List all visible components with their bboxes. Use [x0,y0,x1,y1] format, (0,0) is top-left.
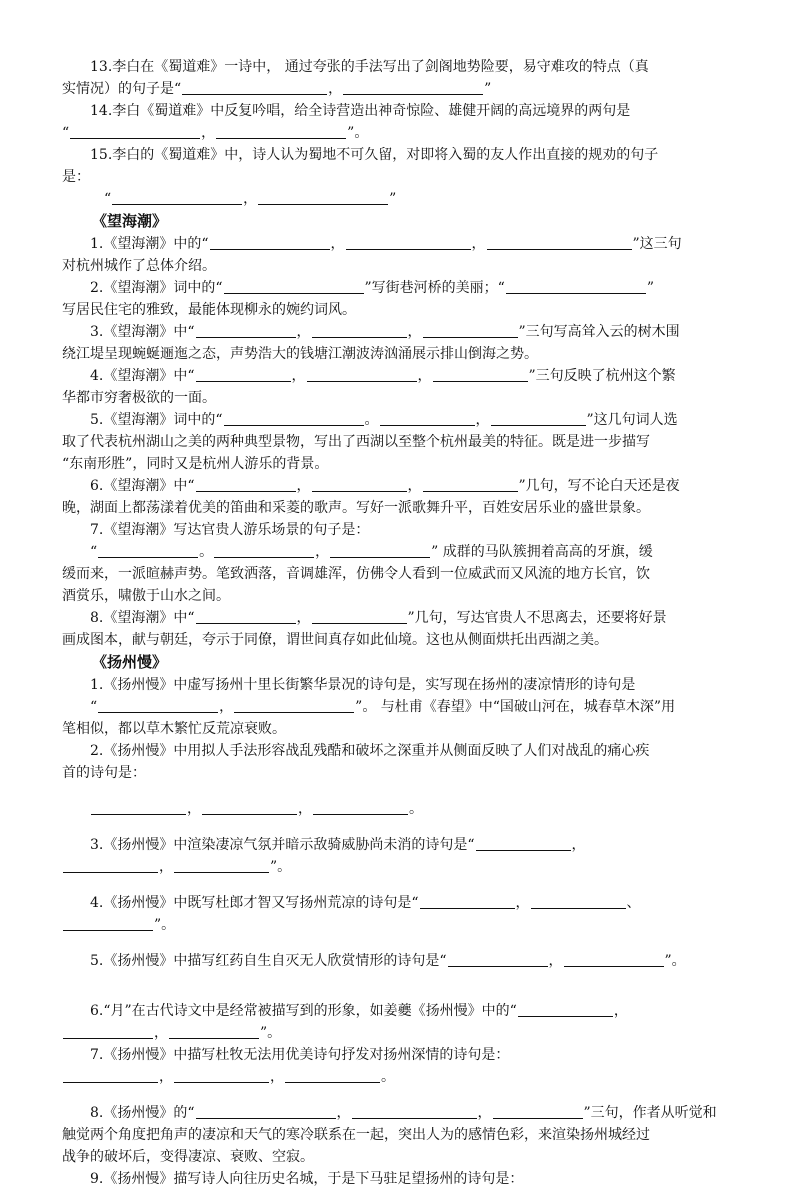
yzm-q6-line-1: 6.“月”在古代诗文中是经常被描写到的形象，如姜夔《扬州慢》中的“ ， [90,1003,628,1019]
answer-blank[interactable] [70,123,200,139]
wht-q7-line-3: 缓而来，一派暄赫声势。笔致洒落，音调雄浑，仿佛令人看到一位威武而又风流的地方长官，饮 [62,566,650,582]
answer-blank[interactable] [476,835,571,851]
wht-q8-line-2: 画成图本，献与朝廷，夸示于同僚，谓世间真存如此仙境。这也从侧面烘托出西湖之美。 [62,632,608,648]
wht-q3-line-1: 3.《望海潮》中“ ， ， ”三句写高耸入云的树木围 [90,324,680,340]
wht-q6-line-1: 6.《望海潮》中“ ， ， ”几句，写不论白天还是夜 [90,478,680,494]
wht-q2-line-1: 2.《望海潮》词中的“ ”写街巷河桥的美丽；“ ” [90,280,655,296]
answer-blank[interactable] [307,366,417,382]
yzm-q8-line-2: 触觉两个角度把角声的凄凉和天气的寒冷联系在一起，突出人为的感情色彩，来渲染扬州城经过 [62,1127,650,1143]
answer-blank[interactable] [174,857,269,873]
yzm-q6-line-2: ， ”。 [62,1022,742,1044]
question-13-line-2: 实情况）的句子是“ ， ” [62,81,492,97]
answer-blank[interactable] [196,322,296,338]
answer-blank[interactable] [506,278,646,294]
answer-blank[interactable] [210,234,330,250]
answer-blank[interactable] [63,915,153,931]
yzm-q3-line-1: 3.《扬州慢》中渲染凄凉气氛并暗示敌骑威胁尚未消的诗句是“ ， [90,837,586,853]
yzm-q7-line-2: ， ， 。 [62,1066,742,1088]
answer-blank[interactable] [531,893,626,909]
yzm-q7-line-1: 7.《扬州慢》中描写杜牧无法用优美诗句抒发对扬州深情的诗句是： [90,1047,510,1063]
yzm-q1-line-1: 1.《扬州慢》中虚写扬州十里长街繁华景况的诗句是，实写现在扬州的凄凉情形的诗句是 [90,677,636,693]
answer-blank[interactable] [234,697,354,713]
answer-blank[interactable] [214,542,314,558]
question-13-line-1: 13.李白在《蜀道难》一诗中， 通过夸张的手法写出了剑阁地势险要，易守难攻的特点（真 [90,59,649,75]
answer-blank[interactable] [224,410,364,426]
answer-blank[interactable] [196,476,296,492]
answer-blank[interactable] [448,951,548,967]
answer-blank[interactable] [346,234,471,250]
wht-q1-line-2: 对杭州城作了总体介绍。 [62,258,216,274]
answer-blank[interactable] [518,1001,613,1017]
answer-blank[interactable] [258,189,388,205]
answer-blank[interactable] [112,189,242,205]
question-15-line-1: 15.李白的《蜀道难》中，诗人认为蜀地不可久留，对即将入蜀的友人作出直接的规劝的句子 [90,147,659,163]
worksheet-page [62,56,742,1190]
answer-blank[interactable] [196,366,291,382]
answer-blank[interactable] [433,366,528,382]
yzm-q2-line-1: 2.《扬州慢》中用拟人手法形容战乱残酷和破坏之深重并从侧面反映了人们对战乱的痛心疾 [90,743,650,759]
answer-blank[interactable] [313,799,408,815]
wht-q4-line-1: 4.《望海潮》中“ ， ， ”三句反映了杭州这个繁 [90,368,676,384]
answer-blank[interactable] [423,476,518,492]
answer-blank[interactable] [493,1103,583,1119]
answer-blank[interactable] [63,1067,158,1083]
answer-blank[interactable] [63,1023,153,1039]
yzm-q1-line-3: 笔相似，都以草木繁忙反荒凉衰败。 [62,721,286,737]
wht-q5-line-2: 取了代表杭州湖山之美的两种典型景物，写出了西湖以至整个杭州最美的特征。既是进一步描写 [62,434,650,450]
answer-blank[interactable] [420,893,515,909]
wht-q7-line-1: 7.《望海潮》写达官贵人游乐场景的句子是： [90,522,370,538]
yzm-q4-line-1: 4.《扬州慢》中既写杜郎才智又写扬州荒凉的诗句是“ ， 、 [90,895,641,911]
answer-blank[interactable] [196,608,296,624]
yzm-q1-line-2: “ ， ”。 与杜甫《春望》中“国破山河在，城春草木深”用 [90,699,676,715]
section-title-yangzhouman: 《扬州慢》 [92,653,168,671]
wht-q3-line-2: 绕江堤呈现蜿蜒逦迤之态，声势浩大的钱塘江潮波涛汹涌展示排山倒海之势。 [62,346,538,362]
question-14-line-2: “ ， ”。 [62,125,369,141]
wht-q6-line-2: 晚，湖面上都荡漾着优美的笛曲和采菱的歌声。写好一派歌舞升平，百姓安居乐业的盛世景象。 [62,500,650,516]
question-15-line-3: “ ， ” [104,191,397,207]
answer-blank[interactable] [380,410,475,426]
wht-q8-line-1: 8.《望海潮》中“ ， ”几句，写达官贵人不思离去，还要将好景 [90,610,667,626]
answer-blank[interactable] [98,542,198,558]
answer-blank[interactable] [196,1103,336,1119]
wht-q2-line-2: 写居民住宅的雅致，最能体现柳永的婉约词风。 [62,302,356,318]
answer-blank[interactable] [169,1023,259,1039]
answer-blank[interactable] [312,608,407,624]
answer-blank[interactable] [423,322,518,338]
answer-blank[interactable] [487,234,632,250]
question-14-line-1: 14.李白《蜀道难》中反复吟唱，给全诗营造出神奇惊险、雄健开阔的高远境界的两句是 [90,103,631,119]
answer-blank[interactable] [312,322,407,338]
section-title-wanghaichao: 《望海潮》 [92,212,168,230]
answer-blank[interactable] [312,476,407,492]
yzm-q5-line-1: 5.《扬州慢》中描写红药自生自灭无人欣赏情形的诗句是“ ， ”。 [90,953,686,969]
yzm-q2-line-3: ， ， 。 [62,798,742,820]
answer-blank[interactable] [216,123,346,139]
answer-blank[interactable] [63,857,158,873]
wht-q1-line-1: 1.《望海潮》中的“ ， ， ”这三句 [90,236,682,252]
answer-blank[interactable] [330,542,430,558]
yzm-q2-line-2: 首的诗句是： [62,765,146,781]
wht-q7-line-4: 酒赏乐，啸傲于山水之间。 [62,588,230,604]
answer-blank[interactable] [352,1103,477,1119]
wht-q7-line-2: “ 。 ， ” 成群的马队簇拥着高高的牙旗，缓 [90,544,653,560]
answer-blank[interactable] [224,278,364,294]
yzm-q8-line-1: 8.《扬州慢》的“ ， ， ”三句，作者从听觉和 [90,1105,717,1121]
answer-blank[interactable] [491,410,586,426]
wht-q5-line-1: 5.《望海潮》词中的“ 。 ， ”这几句词人选 [90,412,678,428]
answer-blank[interactable] [343,79,483,95]
yzm-q4-line-2: ”。 [62,914,742,936]
answer-blank[interactable] [98,697,218,713]
answer-blank[interactable] [285,1067,380,1083]
yzm-q3-line-2: ， ”。 [62,856,742,878]
answer-blank[interactable] [174,1067,269,1083]
yzm-q8-line-3: 战争的破坏后，变得凄凉、衰败、空寂。 [62,1149,314,1165]
answer-blank[interactable] [202,799,297,815]
wht-q5-line-3: “东南形胜”，同时又是杭州人游乐的背景。 [62,456,329,472]
question-15-line-2: 是： [62,169,90,185]
answer-blank[interactable] [564,951,664,967]
answer-blank[interactable] [91,799,186,815]
yzm-q9-line-1: 9.《扬州慢》描写诗人向往历史名城，于是下马驻足望扬州的诗句是： [90,1171,524,1187]
answer-blank[interactable] [182,79,327,95]
wht-q4-line-2: 华都市穷奢极欲的一面。 [62,390,216,406]
